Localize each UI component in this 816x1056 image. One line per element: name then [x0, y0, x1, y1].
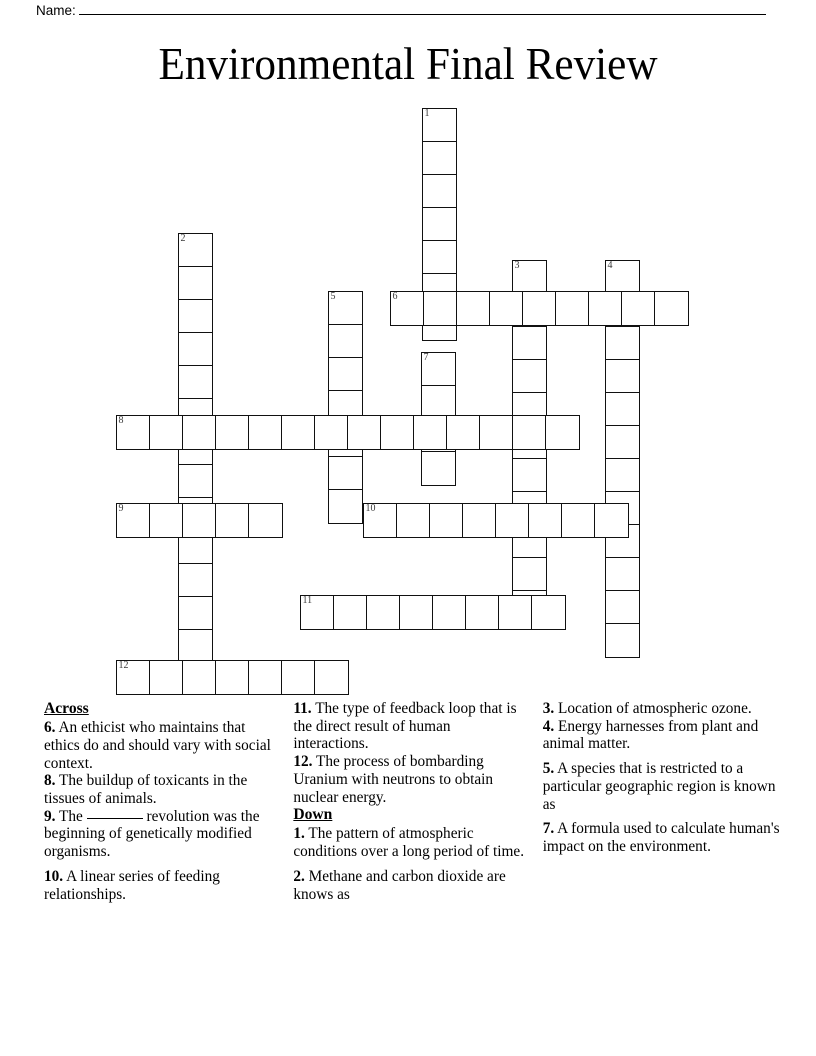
- clue-text: The pattern of atmospheric conditions over a long period of time.: [293, 825, 525, 861]
- grid-cell[interactable]: [422, 207, 457, 242]
- grid-cell[interactable]: [531, 595, 566, 630]
- grid-cell-start-2[interactable]: [178, 233, 213, 268]
- grid-cell[interactable]: [462, 503, 497, 538]
- grid-cell[interactable]: [446, 415, 481, 450]
- grid-cell-number: 6: [392, 291, 398, 302]
- grid-cell[interactable]: [248, 660, 283, 695]
- grid-cell-number: 3: [514, 260, 520, 271]
- grid-cell[interactable]: [178, 596, 213, 631]
- grid-cell[interactable]: [178, 332, 213, 367]
- clue-across-8: [44, 772, 279, 807]
- grid-cell[interactable]: [495, 503, 530, 538]
- grid-cell[interactable]: [421, 451, 456, 486]
- grid-cell[interactable]: [594, 503, 629, 538]
- grid-cell[interactable]: [215, 660, 250, 695]
- clue-number: 8.: [44, 772, 56, 790]
- grid-cell[interactable]: [605, 557, 640, 592]
- grid-cell-start-6[interactable]: [390, 291, 425, 326]
- clue-number: 7.: [542, 820, 555, 838]
- grid-cell[interactable]: [149, 660, 184, 695]
- grid-cell[interactable]: [248, 415, 283, 450]
- grid-cell[interactable]: [182, 415, 217, 450]
- clue-down-2: [293, 868, 528, 903]
- grid-cell[interactable]: [422, 240, 457, 275]
- grid-cell[interactable]: [528, 503, 563, 538]
- grid-cell[interactable]: [413, 415, 448, 450]
- grid-cell[interactable]: [149, 503, 184, 538]
- grid-cell[interactable]: [328, 357, 363, 392]
- grid-cell[interactable]: [182, 660, 217, 695]
- clue-column-3: [543, 700, 784, 903]
- clue-down-3: [543, 700, 784, 718]
- grid-cell[interactable]: [178, 266, 213, 301]
- grid-cell-number: 9: [118, 503, 124, 514]
- grid-cell[interactable]: [366, 595, 401, 630]
- grid-cell-start-9[interactable]: [116, 503, 151, 538]
- clue-number: 1.: [293, 825, 305, 843]
- clue-number: 12.: [293, 753, 313, 771]
- grid-cell[interactable]: [328, 456, 363, 491]
- clue-text: A species that is restricted to a particular geographic region is known as: [542, 760, 776, 813]
- grid-cell-start-3[interactable]: [512, 260, 547, 295]
- grid-cell[interactable]: [605, 392, 640, 427]
- grid-cell[interactable]: [605, 623, 640, 658]
- grid-cell[interactable]: [178, 563, 213, 598]
- grid-cell[interactable]: [347, 415, 382, 450]
- grid-cell-number: 5: [330, 291, 336, 302]
- clue-text: The type of feedback loop that is the direct result of human interactions.: [293, 700, 517, 753]
- grid-cell[interactable]: [605, 326, 640, 361]
- grid-cell[interactable]: [182, 503, 217, 538]
- grid-cell[interactable]: [149, 415, 184, 450]
- clue-across-9: [44, 808, 279, 861]
- page-title: Environmental Final Review: [158, 39, 658, 89]
- clue-blank-rule: [87, 818, 143, 819]
- clues-region: [44, 700, 784, 903]
- grid-cell[interactable]: [178, 464, 213, 499]
- grid-cell[interactable]: [555, 291, 590, 326]
- grid-cell-start-12[interactable]: [116, 660, 151, 695]
- grid-cell-number: 12: [118, 660, 129, 671]
- grid-cell[interactable]: [498, 595, 533, 630]
- grid-cell[interactable]: [605, 359, 640, 394]
- grid-cell[interactable]: [314, 415, 349, 450]
- clue-down-5: [543, 760, 784, 813]
- grid-cell[interactable]: [380, 415, 415, 450]
- clue-number: 11.: [293, 700, 312, 717]
- clue-number: 4.: [542, 717, 555, 735]
- grid-cell[interactable]: [621, 291, 656, 326]
- grid-cell[interactable]: [561, 503, 596, 538]
- clue-text: A linear series of feeding relationships.: [44, 867, 220, 903]
- grid-cell[interactable]: [512, 415, 547, 450]
- grid-cell[interactable]: [654, 291, 689, 326]
- clue-across-12: [293, 753, 528, 806]
- clue-text: The process of bombarding Uranium with neutrons to obtain nuclear energy.: [293, 753, 494, 806]
- grid-cell[interactable]: [178, 629, 213, 664]
- grid-cell[interactable]: [178, 365, 213, 400]
- grid-cell[interactable]: [588, 291, 623, 326]
- grid-cell[interactable]: [489, 291, 524, 326]
- grid-cell[interactable]: [512, 326, 547, 361]
- grid-cell-number: 8: [118, 415, 124, 426]
- across-heading: Across: [44, 700, 89, 717]
- grid-cell-start-8[interactable]: [116, 415, 151, 450]
- clue-text: Energy harnesses from plant and animal matter.: [542, 717, 759, 753]
- grid-cell[interactable]: [248, 503, 283, 538]
- clue-number: 9.: [44, 807, 56, 825]
- clue-down-4: [543, 718, 784, 753]
- grid-cell-number: 2: [180, 233, 186, 244]
- clue-down-1: [293, 825, 528, 860]
- grid-cell-number: 11: [302, 595, 313, 606]
- clue-text: Location of atmospheric ozone.: [558, 700, 752, 717]
- grid-cell[interactable]: [281, 415, 316, 450]
- clue-text: An ethicist who maintains that ethics do and should vary with social context.: [44, 719, 271, 772]
- grid-cell[interactable]: [333, 595, 368, 630]
- grid-cell[interactable]: [429, 503, 464, 538]
- grid-cell[interactable]: [512, 359, 547, 394]
- grid-cell-start-1[interactable]: [422, 108, 457, 143]
- grid-cell[interactable]: [465, 595, 500, 630]
- clue-across-11: [293, 700, 528, 753]
- clue-number: 3.: [542, 700, 555, 717]
- clue-across-10: [44, 868, 279, 903]
- clue-number: 5.: [542, 760, 555, 778]
- grid-cell[interactable]: [396, 503, 431, 538]
- clue-number: 2.: [293, 867, 305, 885]
- grid-cell[interactable]: [545, 415, 580, 450]
- clue-across-6: [44, 719, 279, 772]
- grid-cell[interactable]: [522, 291, 557, 326]
- grid-cell[interactable]: [215, 503, 250, 538]
- grid-cell[interactable]: [512, 458, 547, 493]
- clue-text: The buildup of toxicants in the tissues of animals.: [44, 772, 248, 808]
- grid-cell-number: 4: [607, 260, 613, 271]
- grid-cell[interactable]: [399, 595, 434, 630]
- name-label: Name:: [36, 3, 76, 18]
- grid-cell-number: 10: [365, 503, 376, 514]
- grid-cell[interactable]: [314, 660, 349, 695]
- grid-cell[interactable]: [281, 660, 316, 695]
- grid-cell[interactable]: [479, 415, 514, 450]
- grid-cell[interactable]: [328, 324, 363, 359]
- grid-cell[interactable]: [422, 174, 457, 209]
- grid-cell[interactable]: [215, 415, 250, 450]
- grid-cell[interactable]: [328, 489, 363, 524]
- grid-cell[interactable]: [605, 458, 640, 493]
- grid-cell[interactable]: [512, 557, 547, 592]
- grid-cell[interactable]: [422, 141, 457, 176]
- grid-cell-start-4[interactable]: [605, 260, 640, 295]
- grid-cell-number: 7: [423, 352, 429, 363]
- grid-cell-number: 1: [424, 108, 430, 119]
- clue-down-7: [543, 820, 784, 855]
- grid-cell[interactable]: [178, 299, 213, 334]
- clue-column-2: [293, 700, 528, 903]
- grid-cell[interactable]: [605, 590, 640, 625]
- grid-cell-start-7[interactable]: [421, 352, 456, 387]
- clue-text: The revolution was the beginning of genetically modified organisms.: [44, 807, 260, 861]
- grid-cell[interactable]: [605, 425, 640, 460]
- clue-text: A formula used to calculate human's impact on the environment.: [542, 820, 780, 856]
- clue-column-1: [44, 700, 279, 903]
- down-heading: Down: [293, 806, 333, 824]
- grid-cell[interactable]: [423, 291, 458, 326]
- clue-number: 6.: [44, 719, 56, 737]
- grid-cell-start-10[interactable]: [363, 503, 398, 538]
- clue-text: Methane and carbon dioxide are knows as: [293, 867, 506, 903]
- clue-number: 10.: [44, 867, 64, 885]
- grid-cell[interactable]: [456, 291, 491, 326]
- grid-cell-start-11[interactable]: [300, 595, 335, 630]
- grid-cell[interactable]: [432, 595, 467, 630]
- grid-cell-start-5[interactable]: [328, 291, 363, 326]
